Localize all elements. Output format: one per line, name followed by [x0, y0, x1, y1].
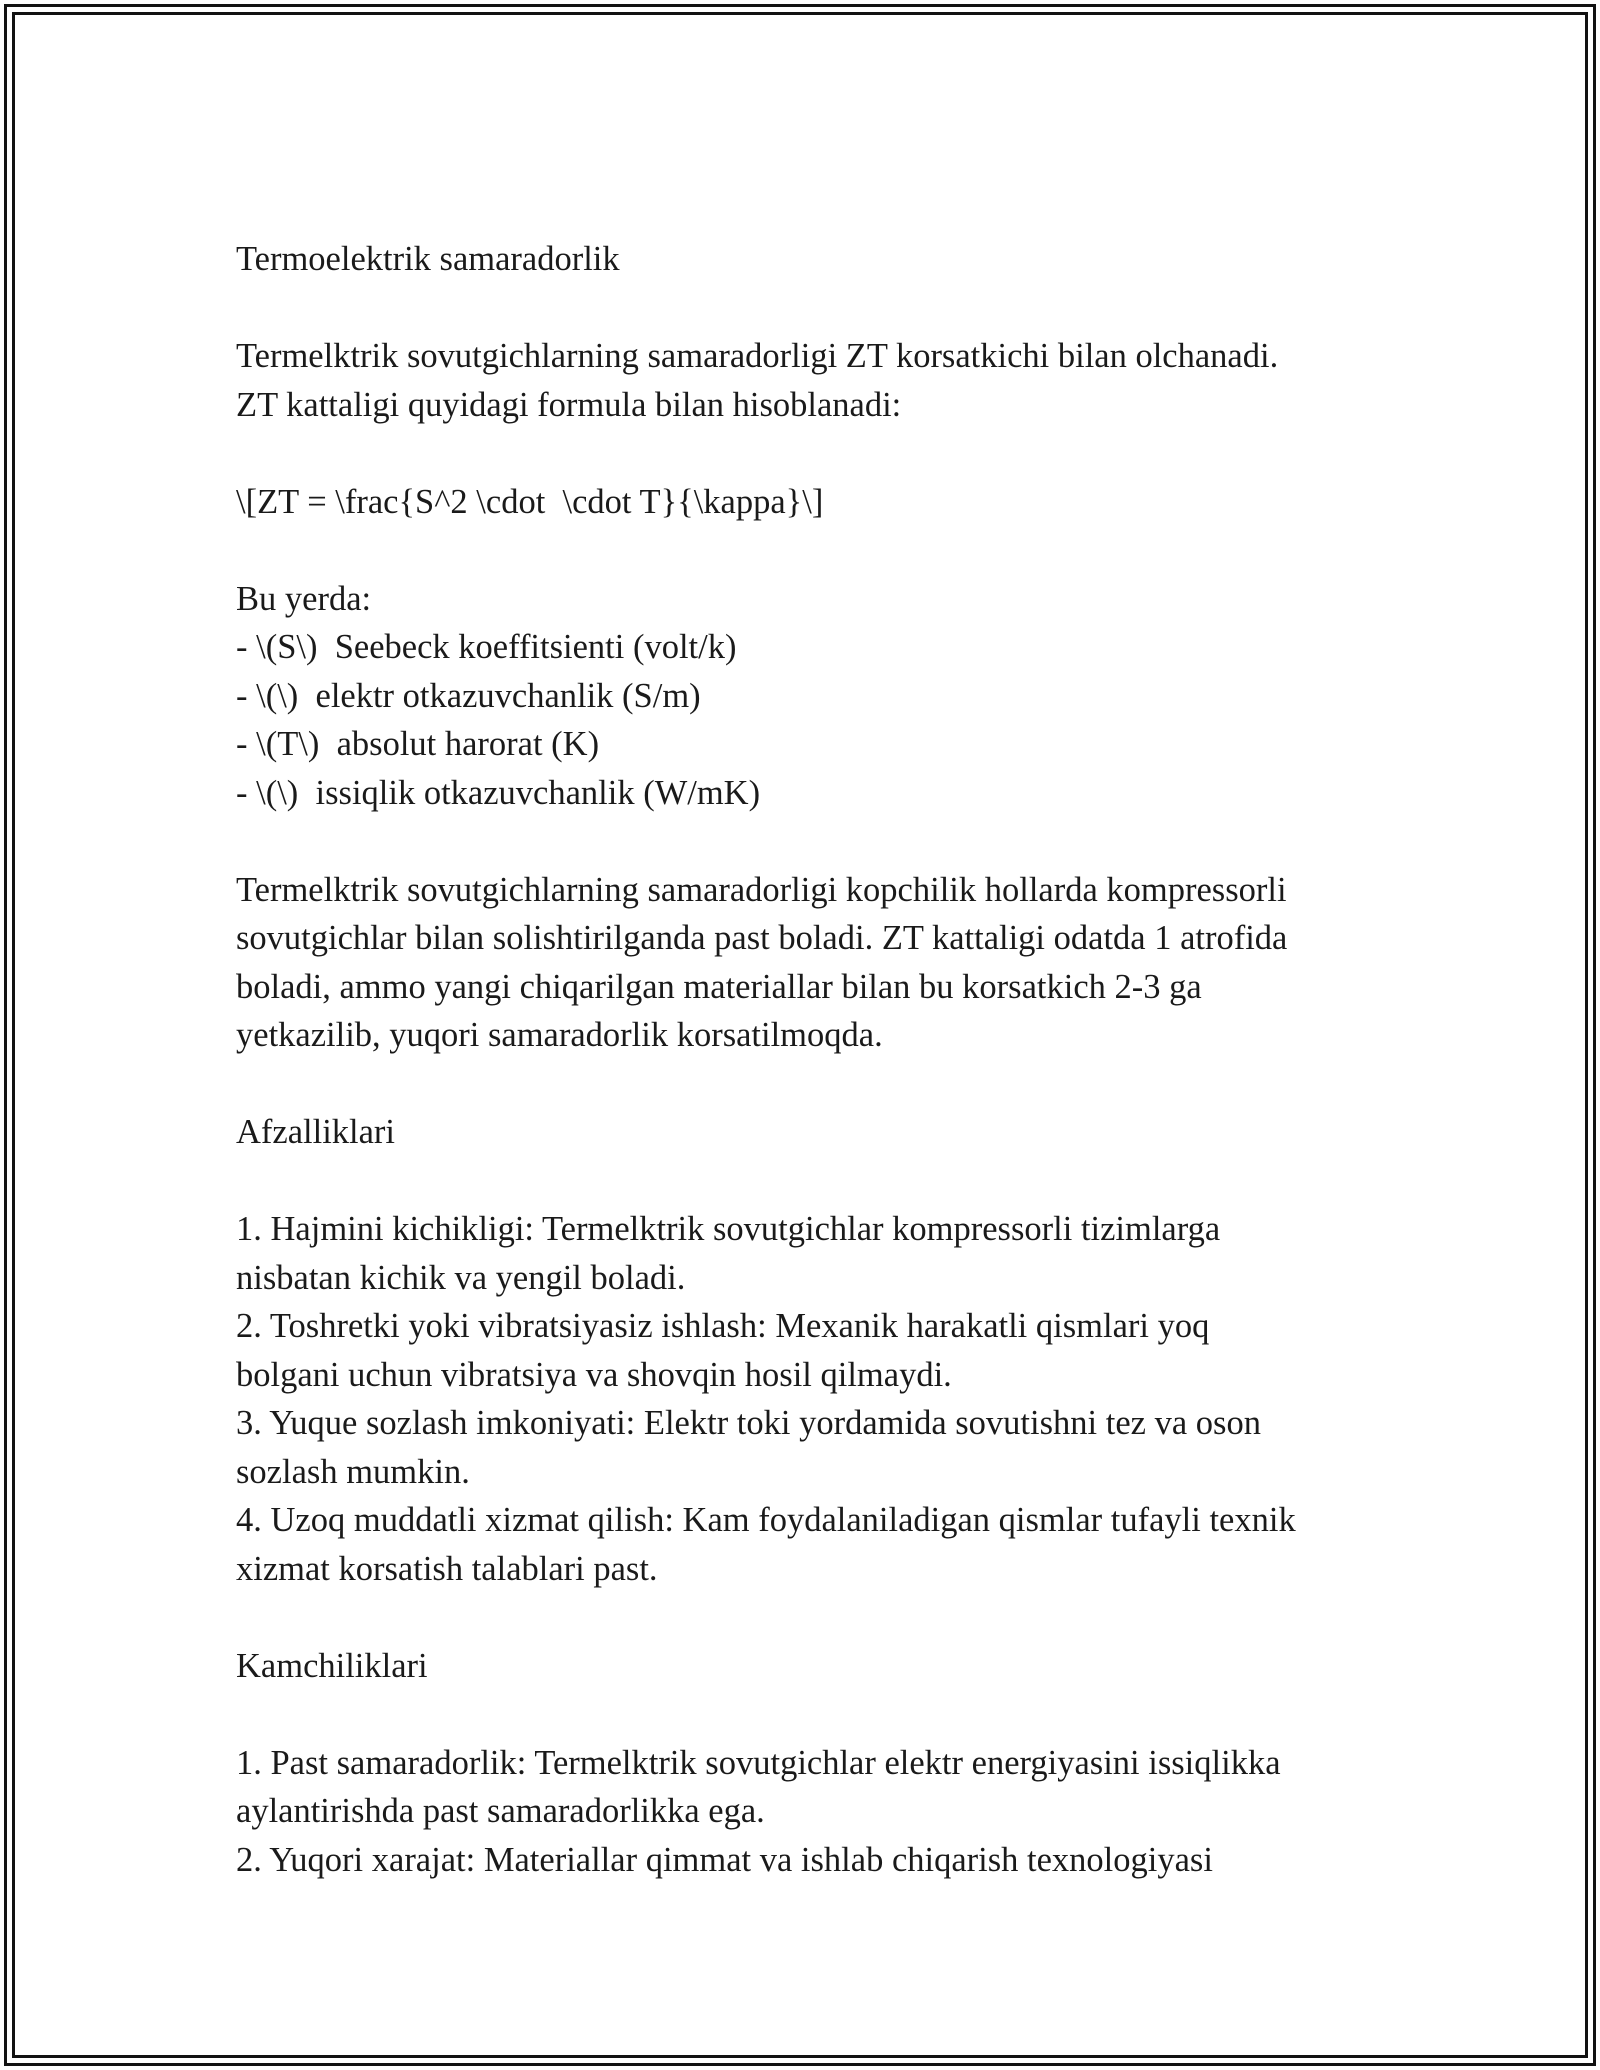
definition-item: - \(T\) absolut harorat (K) — [236, 725, 600, 763]
spacer — [236, 526, 1386, 575]
advantage-line: 3. Yuque sozlash imkoniyati: Elektr toki yordamida sovutishni tez va oson — [236, 1404, 1261, 1442]
document-title: Termoelektrik samaradorlik — [236, 240, 620, 278]
advantage-line: xizmat korsatish talablari past. — [236, 1549, 658, 1588]
comparison-line: sovutgichlar bilan solishtirilganda past boladi. ZT kattaligi odatda 1 atrofida — [236, 919, 1288, 957]
spacer — [236, 1157, 1386, 1206]
spacer — [236, 429, 1386, 478]
spacer — [236, 284, 1386, 333]
formula-text: \[ZT = \frac{S^2 \cdot \cdot T}{\kappa}\] — [236, 482, 824, 521]
where-label: Bu yerda: — [236, 579, 372, 618]
definition-item: - \(\) elektr otkazuvchanlik (S/m) — [236, 676, 701, 715]
advantage-line: 1. Hajmini kichikligi: Termelktrik sovutgichlar kompressorli tizimlarga — [236, 1210, 1221, 1248]
intro-line: ZT kattaligi quyidagi formula bilan hisoblanadi: — [236, 385, 902, 424]
document-body — [236, 235, 1386, 1884]
spacer — [236, 817, 1386, 866]
disadvantage-line: 2. Yuqori xarajat: Materiallar qimmat va ishlab chiqarish texnologiyasi — [236, 1840, 1213, 1879]
spacer — [236, 1690, 1386, 1739]
disadvantage-line: 1. Past samaradorlik: Termelktrik sovutgichlar elektr energiyasini issiqlikka — [236, 1743, 1281, 1782]
advantage-line: 2. Toshretki yoki vibratsiyasiz ishlash: Mexanik harakatli qismlari yoq — [236, 1307, 1210, 1345]
disadvantages-heading: Kamchiliklari — [236, 1646, 428, 1685]
comparison-line: boladi, ammo yangi chiqarilgan materiallar bilan bu korsatkich 2-3 ga — [236, 967, 1202, 1006]
definition-item: - \(\) issiqlik otkazuvchanlik (W/mK) — [236, 773, 761, 812]
advantage-line: sozlash mumkin. — [236, 1452, 470, 1491]
comparison-line: yetkazilib, yuqori samaradorlik korsatilmoqda. — [236, 1016, 883, 1054]
definition-item: - \(S\) Seebeck koeffitsienti (volt/k) — [236, 628, 737, 666]
advantages-heading: Afzalliklari — [236, 1113, 396, 1151]
spacer — [236, 1593, 1386, 1642]
comparison-line: Termelktrik sovutgichlarning samaradorligi kopchilik hollarda kompressorli — [236, 870, 1287, 909]
advantage-line: bolgani uchun vibratsiya va shovqin hosil qilmaydi. — [236, 1355, 952, 1394]
intro-line: Termelktrik sovutgichlarning samaradorligi ZT korsatkichi bilan olchanadi. — [236, 337, 1279, 375]
spacer — [236, 1060, 1386, 1109]
disadvantage-line: aylantirishda past samaradorlikka ega. — [236, 1792, 765, 1830]
advantage-line: 4. Uzoq muddatli xizmat qilish: Kam foydalaniladigan qismlar tufayli texnik — [236, 1501, 1296, 1539]
advantage-line: nisbatan kichik va yengil boladi. — [236, 1258, 686, 1297]
